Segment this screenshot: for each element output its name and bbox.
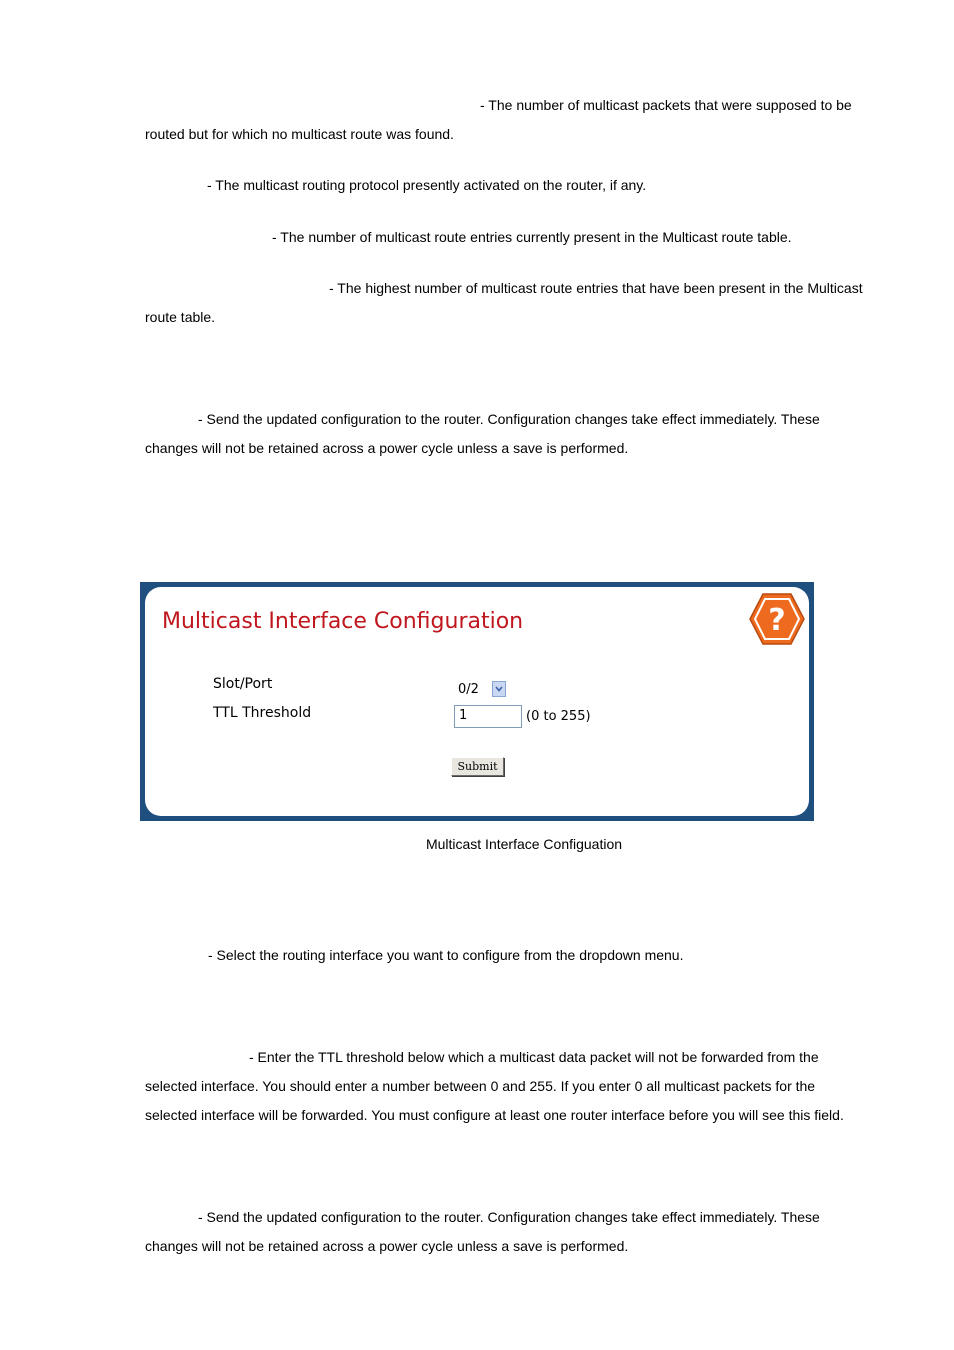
no-route-line1: - The number of multicast packets that were supposed to be <box>480 97 852 113</box>
ttl-desc-line2: selected interface. You should enter a number between 0 and 255. If you enter 0 all multicast packets for the <box>145 1078 816 1094</box>
protocol-text: - The multicast routing protocol presently activated on the router, if any. <box>207 177 647 193</box>
panel-body <box>145 587 809 816</box>
ttl-range-hint: (0 to 255) <box>526 709 591 724</box>
submit-bottom-line2: changes will not be retained across a power cycle unless a save is performed. <box>145 1238 629 1254</box>
no-route-line2: routed but for which no multicast route was found. <box>145 126 454 142</box>
ttl-threshold-label: TTL Threshold <box>213 705 312 721</box>
slot-port-value: 0/2 <box>458 681 479 697</box>
paragraph-highest-count <box>145 274 880 332</box>
ttl-desc-line1: - Enter the TTL threshold below which a multicast data packet will not be forwarded from the <box>249 1049 819 1065</box>
ttl-desc-line3: selected interface will be forwarded. You must configure at least one router interface before you will see this field. <box>145 1107 844 1123</box>
ttl-threshold-input[interactable]: 1 <box>454 705 522 728</box>
submit-top-line1: - Send the updated configuration to the router. Configuration changes take effect immediately. These <box>198 411 820 427</box>
paragraph-ttl-desc <box>145 1043 880 1130</box>
paragraph-entry-count <box>145 223 880 252</box>
panel-title: Multicast Interface Configuration <box>162 609 524 634</box>
highest-count-line2: route table. <box>145 309 216 325</box>
submit-button[interactable]: Submit <box>451 757 504 776</box>
figure-caption: Multicast Interface Configuation <box>425 836 623 852</box>
paragraph-submit-top <box>145 405 880 463</box>
paragraph-no-route <box>145 91 880 149</box>
paragraph-slot-port-desc <box>145 941 880 970</box>
paragraph-protocol <box>145 171 880 200</box>
help-icon[interactable] <box>749 593 805 645</box>
submit-bottom-line1: - Send the updated configuration to the router. Configuration changes take effect immediately. These <box>198 1209 820 1225</box>
chevron-down-icon[interactable] <box>492 681 506 697</box>
highest-count-line1: - The highest number of multicast route entries that have been present in the Multicast <box>329 280 863 296</box>
slot-port-label: Slot/Port <box>213 676 273 692</box>
slot-port-desc-text: - Select the routing interface you want to configure from the dropdown menu. <box>208 947 684 963</box>
submit-top-line2: changes will not be retained across a power cycle unless a save is performed. <box>145 440 629 456</box>
paragraph-submit-bottom <box>145 1203 880 1261</box>
svg-text:?: ? <box>768 603 786 638</box>
multicast-interface-panel <box>140 582 814 821</box>
slot-port-select[interactable] <box>455 679 507 699</box>
entry-count-text: - The number of multicast route entries currently present in the Multicast route table. <box>272 229 792 245</box>
